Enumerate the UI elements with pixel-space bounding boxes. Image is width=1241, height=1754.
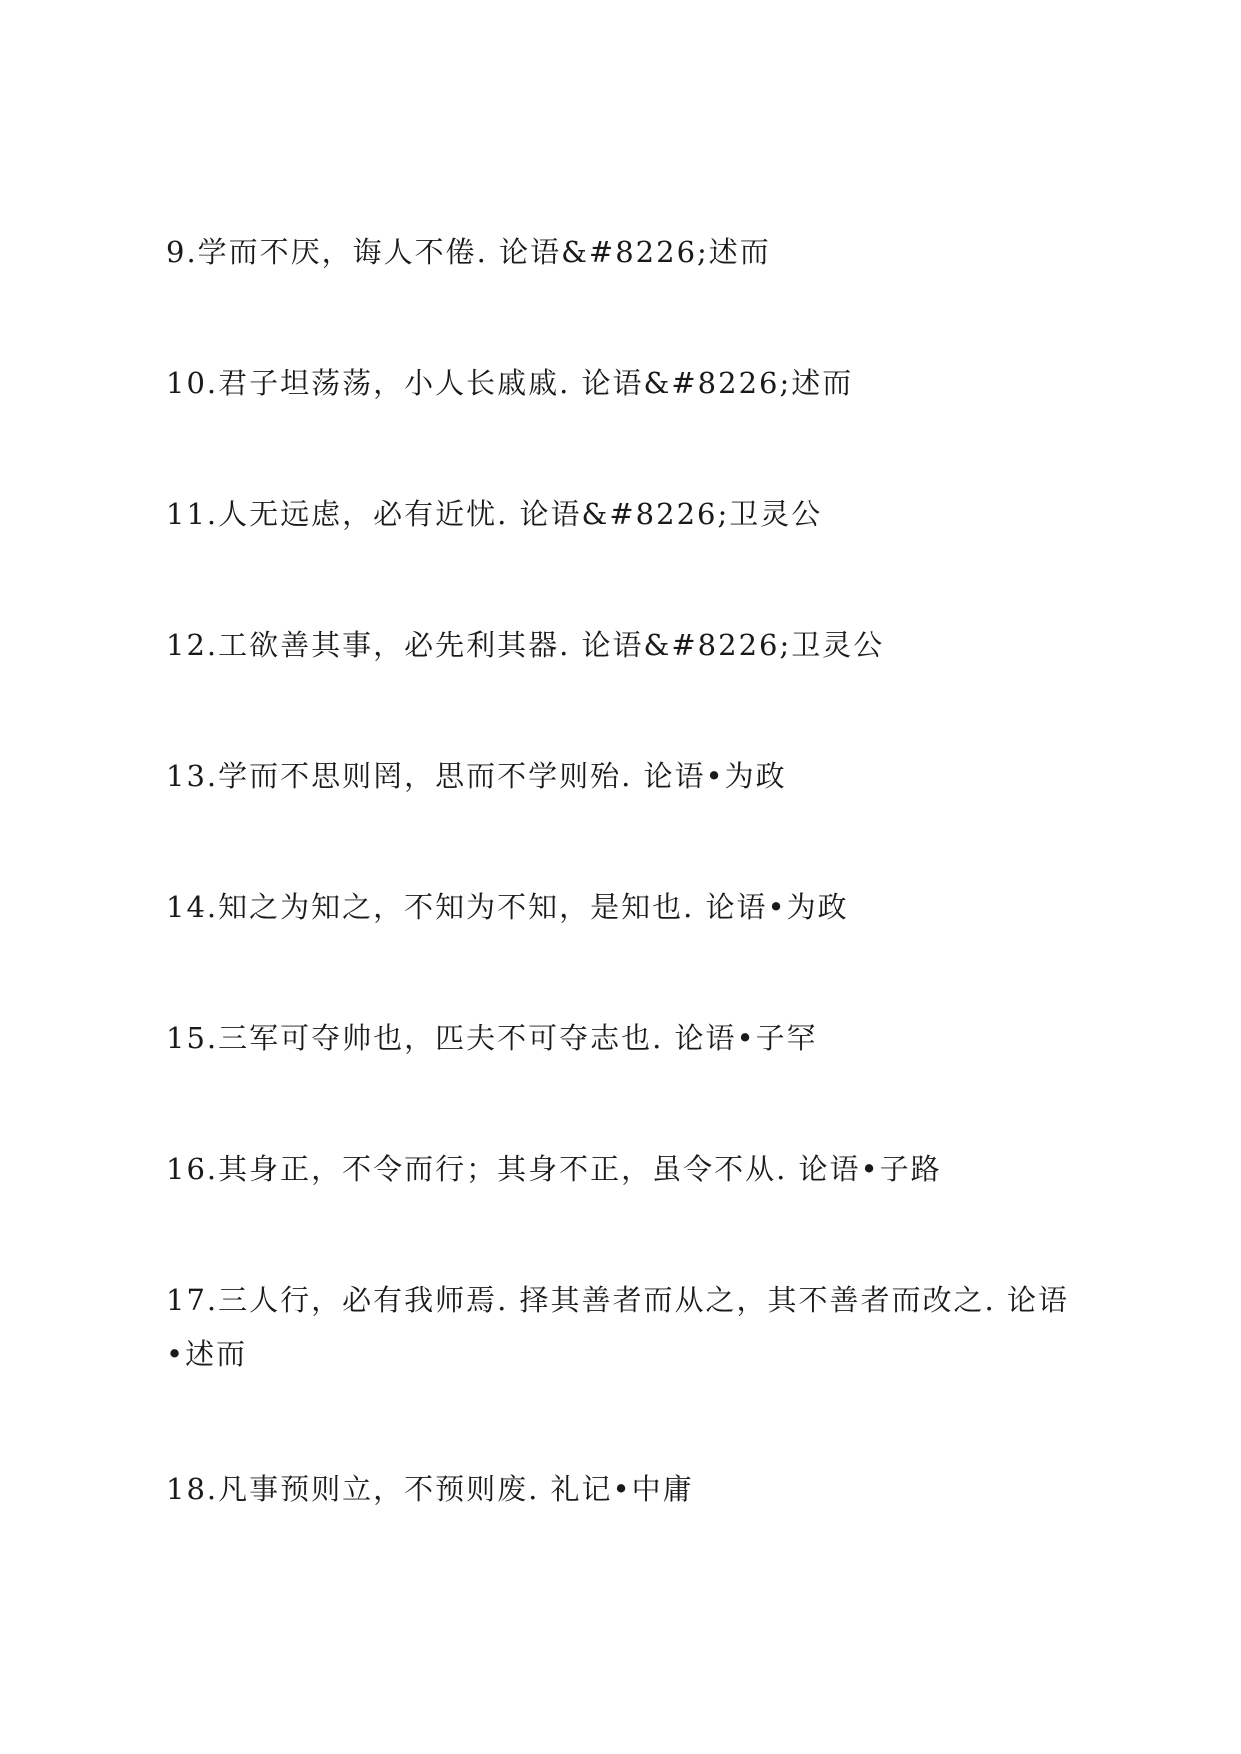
- quote-entry-16: 16.其身正，不令而行；其身不正，虽令不从. 论语•子路: [166, 1152, 942, 1186]
- quote-entry-12: 12.工欲善其事，必先利其器. 论语&#8226;卫灵公: [166, 628, 885, 662]
- quote-entry-17: 17.三人行，必有我师焉. 择其善者而从之，其不善者而改之. 论语•述而: [166, 1283, 1069, 1371]
- quote-entry-9: 9.学而不厌，诲人不倦. 论语&#8226;述而: [166, 235, 771, 269]
- quote-entry-18: 18.凡事预则立，不预则废. 礼记•中庸: [166, 1472, 694, 1506]
- quote-entry-15: 15.三军可夺帅也，匹夫不可夺志也. 论语•子罕: [166, 1021, 818, 1055]
- quote-entry-13: 13.学而不思则罔，思而不学则殆. 论语•为政: [166, 759, 787, 793]
- quote-entry-14: 14.知之为知之，不知为不知，是知也. 论语•为政: [166, 890, 849, 924]
- quote-entry-11: 11.人无远虑，必有近忧. 论语&#8226;卫灵公: [166, 497, 823, 531]
- quote-entry-10: 10.君子坦荡荡，小人长戚戚. 论语&#8226;述而: [166, 366, 854, 400]
